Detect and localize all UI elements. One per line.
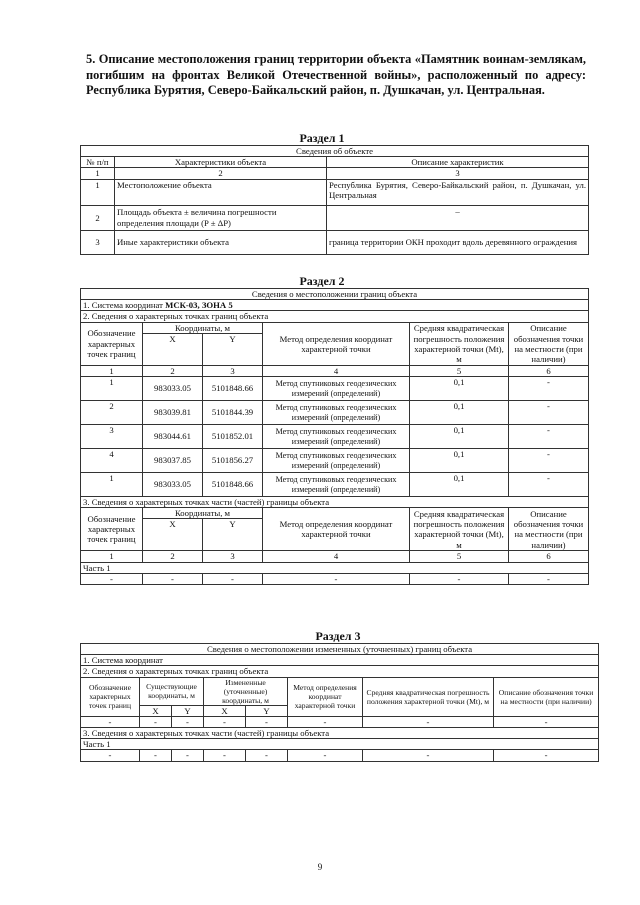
index-cell: 3 xyxy=(203,551,263,562)
point-error: 0,1 xyxy=(410,473,509,497)
index-cell: 4 xyxy=(263,365,410,376)
empty-cell: - xyxy=(204,750,246,761)
empty-cell: - xyxy=(143,573,203,584)
index-cell: 6 xyxy=(509,551,589,562)
section1-title: Раздел 1 xyxy=(299,131,345,145)
y-header: Y xyxy=(246,705,288,716)
point-method: Метод спутниковых геодезических измерений (определений) xyxy=(263,425,410,449)
subsection-label: 2. Сведения о характерных точках границ объекта xyxy=(81,311,589,322)
section3-title: Раздел 3 xyxy=(315,629,361,643)
empty-cell: - xyxy=(140,750,172,761)
row-number: 3 xyxy=(81,230,115,254)
point-x: 983033.05 xyxy=(143,473,203,497)
characteristic-name: Местоположение объекта xyxy=(115,179,327,205)
empty-cell: - xyxy=(363,750,494,761)
empty-cell: - xyxy=(81,573,143,584)
y-header: Y xyxy=(203,333,263,365)
table-title: Сведения о местоположении измененных (уточненных) границ объекта xyxy=(81,644,599,655)
method-header: Метод определения координат характерной точки xyxy=(263,508,410,551)
index-cell: 3 xyxy=(203,365,263,376)
point-error: 0,1 xyxy=(410,377,509,401)
column-header: Характеристики объекта xyxy=(115,157,327,168)
empty-cell: - xyxy=(81,750,140,761)
point-error: 0,1 xyxy=(410,449,509,473)
empty-cell: - xyxy=(203,573,263,584)
empty-cell: - xyxy=(140,716,172,727)
row-number: 2 xyxy=(81,205,115,230)
empty-cell: - xyxy=(363,716,494,727)
empty-cell: - xyxy=(410,573,509,584)
empty-cell: - xyxy=(204,716,246,727)
coordinates-header: Координаты, м xyxy=(143,322,263,333)
empty-cell: - xyxy=(81,716,140,727)
point-description: - xyxy=(509,449,589,473)
index-cell: 5 xyxy=(410,365,509,376)
error-header: Средняя квадратическая погрешность положения характерной точки (Mt), м xyxy=(410,508,509,551)
x-header: X xyxy=(143,519,203,551)
boundary-location-table xyxy=(80,288,589,585)
part-label: Часть 1 xyxy=(81,562,589,573)
empty-cell: - xyxy=(494,750,599,761)
changed-boundary-table xyxy=(80,643,599,762)
characteristic-value: Республика Бурятия, Северо-Байкальский район, п. Душкачан, ул. Центральная xyxy=(327,179,589,205)
point-description: - xyxy=(509,401,589,425)
designation-header: Обозначение характерных точек границ xyxy=(81,322,143,365)
object-info-table xyxy=(80,145,589,255)
subsection-label: 2. Сведения о характерных точках границ объекта xyxy=(81,666,599,677)
method-header: Метод определения координат характерной точки xyxy=(288,677,363,716)
point-id: 4 xyxy=(81,449,143,473)
table-title: Сведения об объекте xyxy=(81,146,589,157)
point-x: 983044.61 xyxy=(143,425,203,449)
point-id: 3 xyxy=(81,425,143,449)
point-description: - xyxy=(509,377,589,401)
subsection-label: 3. Сведения о характерных точках части (частей) границы объекта xyxy=(81,728,599,739)
point-error: 0,1 xyxy=(410,401,509,425)
coordinate-system-row: 1. Система координат xyxy=(81,655,599,666)
index-cell: 2 xyxy=(143,551,203,562)
column-header: Описание характеристик xyxy=(327,157,589,168)
characteristic-name: Площадь объекта ± величина погрешности определения площади (P ± ΔP) xyxy=(115,205,327,230)
index-cell: 5 xyxy=(410,551,509,562)
index-cell: 1 xyxy=(81,551,143,562)
x-header: X xyxy=(140,705,172,716)
table-row xyxy=(81,230,589,254)
table-row xyxy=(81,716,599,727)
column-header: № п/п xyxy=(81,157,115,168)
coordinates-header: Координаты, м xyxy=(143,508,263,519)
empty-cell: - xyxy=(246,750,288,761)
designation-header: Обозначение характерных точек границ xyxy=(81,508,143,551)
section2-title: Раздел 2 xyxy=(299,274,345,288)
existing-coordinates-header: Существующие координаты, м xyxy=(140,677,204,705)
x-header: X xyxy=(204,705,246,716)
index-cell: 2 xyxy=(115,168,327,179)
index-cell: 4 xyxy=(263,551,410,562)
table-row xyxy=(81,205,589,230)
empty-cell: - xyxy=(494,716,599,727)
index-cell: 2 xyxy=(143,365,203,376)
y-header: Y xyxy=(172,705,204,716)
table-row xyxy=(81,473,589,497)
point-id: 1 xyxy=(81,473,143,497)
table-row xyxy=(81,401,589,425)
table-row xyxy=(81,449,589,473)
point-y: 5101848.66 xyxy=(203,473,263,497)
method-header: Метод определения координат характерной точки xyxy=(263,322,410,365)
coordinate-system-value: МСК-03, ЗОНА 5 xyxy=(165,300,233,311)
row-number: 1 xyxy=(81,179,115,205)
characteristic-value: граница территории ОКН проходит вдоль деревянного ограждения xyxy=(327,230,589,254)
table-row xyxy=(81,425,589,449)
designation-header: Обозначение характерных точек границ xyxy=(81,677,140,716)
point-y: 5101844.39 xyxy=(203,401,263,425)
point-x: 983039.81 xyxy=(143,401,203,425)
point-method: Метод спутниковых геодезических измерений (определений) xyxy=(263,473,410,497)
point-y: 5101852.01 xyxy=(203,425,263,449)
point-error: 0,1 xyxy=(410,425,509,449)
error-header: Средняя квадратическая погрешность положения характерной точки (Mt), м xyxy=(363,677,494,716)
table-row xyxy=(81,750,599,761)
empty-cell: - xyxy=(172,750,204,761)
coordinate-system-label: 1. Система координат xyxy=(83,300,166,311)
characteristic-value: – xyxy=(327,205,589,230)
empty-cell: - xyxy=(263,573,410,584)
table-row xyxy=(81,573,589,584)
point-y: 5101856.27 xyxy=(203,449,263,473)
subsection-label: 3. Сведения о характерных точках части (частей) границы объекта xyxy=(81,497,589,508)
table-row xyxy=(81,179,589,205)
description-header: Описание обозначения точки на местности (при наличии) xyxy=(494,677,599,716)
empty-cell: - xyxy=(246,716,288,727)
empty-cell: - xyxy=(172,716,204,727)
point-id: 1 xyxy=(81,377,143,401)
point-method: Метод спутниковых геодезических измерений (определений) xyxy=(263,449,410,473)
description-header: Описание обозначения точки на местности (при наличии) xyxy=(509,322,589,365)
point-method: Метод спутниковых геодезических измерений (определений) xyxy=(263,377,410,401)
changed-coordinates-header: Измененные (уточненные) координаты, м xyxy=(204,677,288,705)
table-row xyxy=(81,377,589,401)
index-cell: 1 xyxy=(81,365,143,376)
point-x: 983037.85 xyxy=(143,449,203,473)
point-description: - xyxy=(509,473,589,497)
y-header: Y xyxy=(203,519,263,551)
point-y: 5101848.66 xyxy=(203,377,263,401)
characteristic-name: Иные характеристики объекта xyxy=(115,230,327,254)
point-description: - xyxy=(509,425,589,449)
index-cell: 6 xyxy=(509,365,589,376)
error-header: Средняя квадратическая погрешность положения характерной точки (Mt), м xyxy=(410,322,509,365)
section-heading: 5. Описание местоположения границ территории объекта «Памятник воинам-землякам, погибшим на фронтах Великой Отечественной войны», расположенный по адресу: Республика Бурятия, Северо-Байкальский район, п. Душкачан, ул. Центральная. xyxy=(86,52,586,97)
page-number: 9 xyxy=(317,862,323,872)
empty-cell: - xyxy=(288,750,363,761)
coordinate-system-row xyxy=(81,300,589,311)
empty-cell: - xyxy=(509,573,589,584)
table-title: Сведения о местоположении границ объекта xyxy=(81,289,589,300)
description-header: Описание обозначения точки на местности (при наличии) xyxy=(509,508,589,551)
index-cell: 3 xyxy=(327,168,589,179)
x-header: X xyxy=(143,333,203,365)
index-cell: 1 xyxy=(81,168,115,179)
point-id: 2 xyxy=(81,401,143,425)
point-method: Метод спутниковых геодезических измерений (определений) xyxy=(263,401,410,425)
part-label: Часть 1 xyxy=(81,739,599,750)
empty-cell: - xyxy=(288,716,363,727)
point-x: 983033.05 xyxy=(143,377,203,401)
